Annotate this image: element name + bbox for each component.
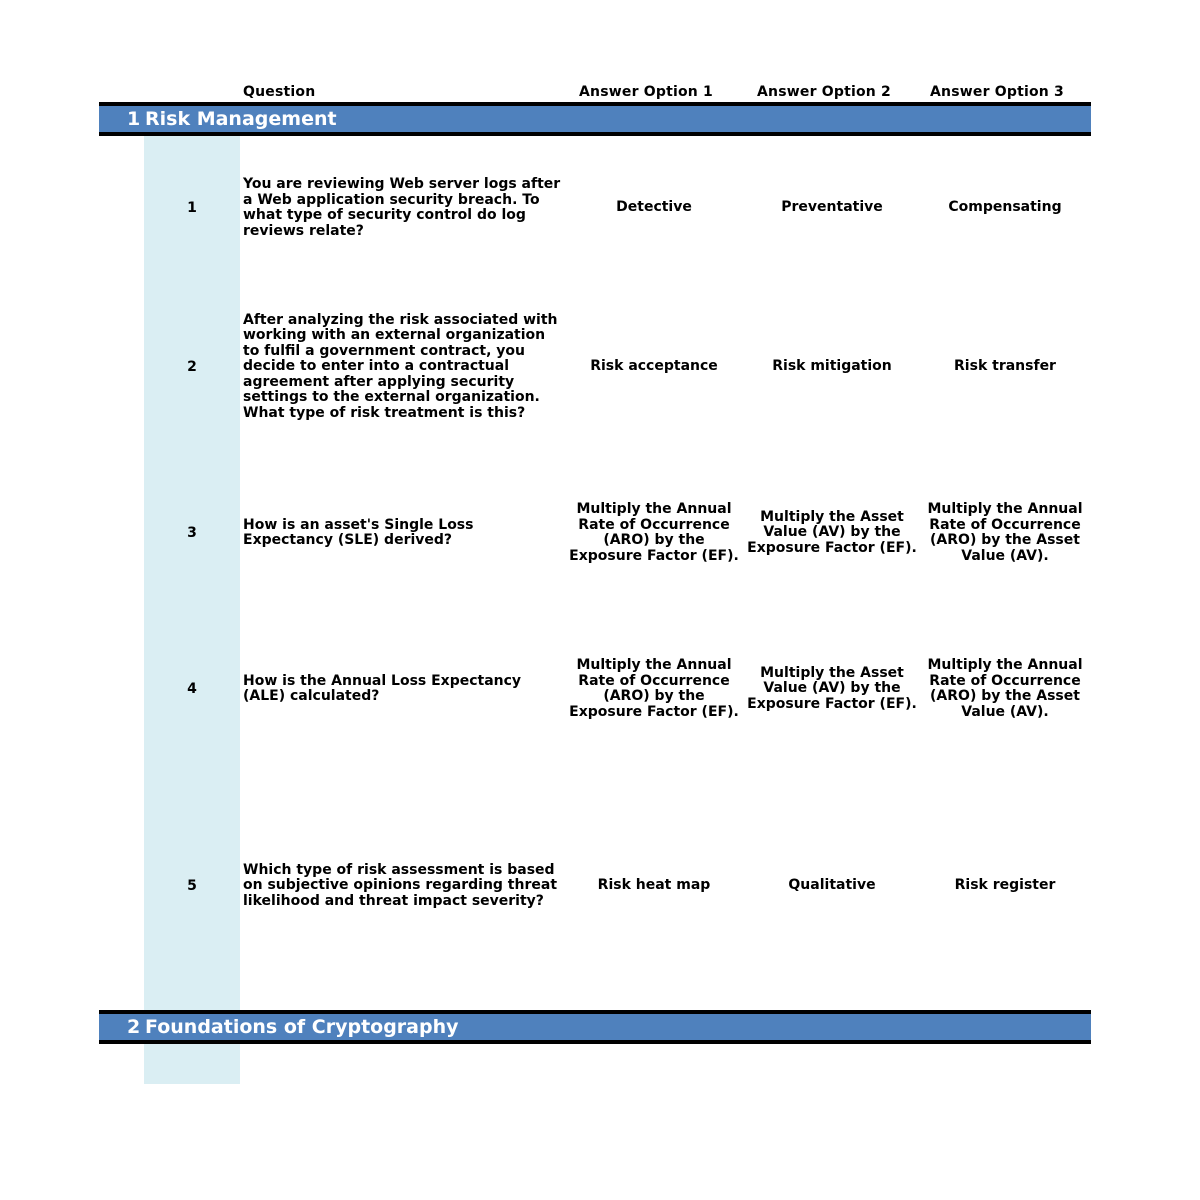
question-number: 3 <box>187 525 197 541</box>
answer-option-2: Qualitative <box>788 877 876 894</box>
answer-option-2: Multiply the Asset Value (AV) by the Exposure Factor (EF). <box>747 508 917 556</box>
answer-option-3: Compensating <box>948 199 1062 216</box>
question-text: How is an asset's Single Loss Expectancy (SLE) derived? <box>243 516 474 548</box>
question-row-1 <box>99 170 1091 246</box>
question-text: You are reviewing Web server logs after a Web application security breach. To what type of security control do log reviews relate? <box>243 176 561 239</box>
section-title: Risk Management <box>145 108 337 130</box>
answer-option-1: Detective <box>616 199 692 216</box>
header-answer-option-1: Answer Option 1 <box>579 84 713 100</box>
section-band-foundations-of-cryptography <box>99 1010 1091 1044</box>
section-title: Foundations of Cryptography <box>145 1016 459 1038</box>
question-text: After analyzing the risk associated with working with an external organization to fulfil a government contract, you decide to enter into a contractual agreement after applying security settings to the external organization. What type of risk treatment is this? <box>243 311 558 421</box>
question-row-4 <box>99 652 1091 726</box>
number-column-shading <box>144 135 240 1084</box>
question-number: 2 <box>187 359 197 375</box>
question-row-2 <box>99 307 1091 427</box>
answer-option-3: Risk transfer <box>954 358 1056 375</box>
question-text: Which type of risk assessment is based on subjective opinions regarding threat likelihood and threat impact severity? <box>243 861 558 909</box>
answer-option-1: Risk acceptance <box>590 358 718 375</box>
answer-option-2: Risk mitigation <box>772 358 892 375</box>
question-number: 1 <box>187 200 197 216</box>
answer-option-1: Multiply the Annual Rate of Occurrence (ARO) by the Exposure Factor (EF). <box>569 501 739 564</box>
header-answer-option-2: Answer Option 2 <box>757 84 891 100</box>
answer-option-1: Risk heat map <box>597 877 711 894</box>
section-band-risk-management <box>99 102 1091 136</box>
question-number: 4 <box>187 681 197 697</box>
answer-option-1: Multiply the Annual Rate of Occurrence (ARO) by the Exposure Factor (EF). <box>569 657 739 720</box>
header-question: Question <box>243 84 316 100</box>
answer-option-3: Multiply the Annual Rate of Occurrence (ARO) by the Asset Value (AV). <box>927 501 1083 564</box>
question-row-3 <box>99 496 1091 570</box>
header-answer-option-3: Answer Option 3 <box>930 84 1064 100</box>
section-number: 1 <box>127 108 141 130</box>
question-number: 5 <box>187 878 197 894</box>
section-number: 2 <box>127 1016 141 1038</box>
question-text: How is the Annual Loss Expectancy (ALE) calculated? <box>243 672 522 704</box>
answer-option-2: Preventative <box>781 199 883 216</box>
answer-option-3: Risk register <box>954 877 1056 894</box>
answer-option-3: Multiply the Annual Rate of Occurrence (ARO) by the Asset Value (AV). <box>927 657 1083 720</box>
question-row-5 <box>99 858 1091 914</box>
answer-option-2: Multiply the Asset Value (AV) by the Exposure Factor (EF). <box>747 664 917 712</box>
